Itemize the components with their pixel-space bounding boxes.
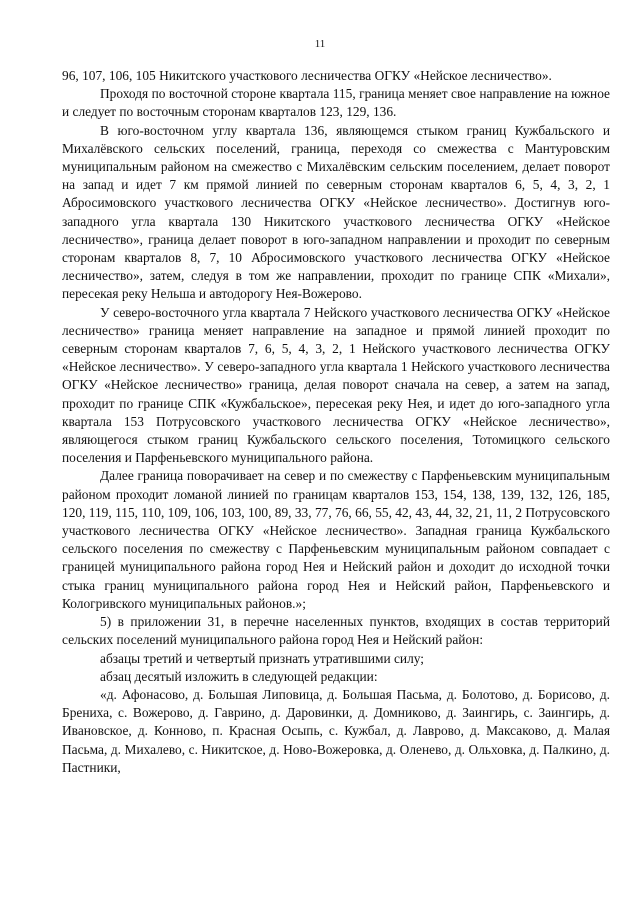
- paragraph: Далее граница поворачивает на север и по смежеству с Парфеньевским муниципальным районом проходит ломаной линией по границам кварталов 153, 154, 138, 139, 132, 126, 185, 120, 119, 115, 110, 109, 106, 103, 100, 89, 33, 77, 76, 66, 55, 42, 43, 44, 32, 21, 11, 2 Потрусовского участкового лесничества ОГКУ «Нейское лесничество». Западная граница Кужбальского сельского поселения по смежеству с Парфеньевским муниципальным районом совпадает с границей муниципального района город Нея и Нейский район и доходит до исходной точки стыка границ муниципального района город Нея и Нейский район, Парфеньевского и Кологривского муниципальных районов.»;: [62, 468, 610, 611]
- page-number: 11: [314, 38, 326, 50]
- paragraph: «д. Афонасово, д. Большая Липовица, д. Большая Пасьма, д. Болотово, д. Борисово, д. Брениха, с. Вожерово, д. Гаврино, д. Даровинки, д. Домниково, д. Заингирь, с. Заингирь, д. Ивановское, д. Конново, п. Красная Осыпь, с. Кужбал, д. Лаврово, д. Максаково, д. Малая Пасьма, д. Михалево, с. Никитское, д. Ново-Вожеровка, д. Оленево, д. Ольховка, д. Палкино, д. Пастники,: [62, 686, 610, 775]
- paragraph: абзацы третий и четвертый признать утратившими силу;: [100, 650, 425, 666]
- paragraph: 5) в приложении 31, в перечне населенных пунктов, входящих в состав территорий сельских поселений муниципального района город Нея и Нейский район:: [62, 614, 610, 648]
- paragraph: абзац десятый изложить в следующей редакции:: [100, 668, 378, 684]
- paragraph: Проходя по восточной стороне квартала 115, граница меняет свое направление на южное и следует по восточным сторонам кварталов 123, 129, 136.: [62, 86, 610, 120]
- document-body: [62, 67, 610, 777]
- paragraph: У северо-восточного угла квартала 7 Нейского участкового лесничества ОГКУ «Нейское лесничество» граница меняет направление на западное и прямой линией проходит по северным сторонам кварталов 7, 6, 5, 4, 3, 2, 1 Нейского участкового лесничества ОГКУ «Нейское лесничество». У северо-западного угла квартала 1 Нейского участкового лесничества ОГКУ «Нейское лесничество» граница, делая поворот сначала на север, а затем на запад, проходит по границе СПК «Кужбальское», пересекая реку Нея, и идет до юго-западного угла квартала 153 Потрусовского участкового лесничества ОГКУ «Нейское лесничество», являющегося стыком границ Кужбальского сельского поселения, Тотомицкого сельского поселения и Парфеньевского муниципального района.: [62, 304, 610, 466]
- paragraph: В юго-восточном углу квартала 136, являющемся стыком границ Кужбальского и Михалёвского сельских поселений, граница, переходя со смежества с Мантуровским муниципальным районом на смежество с Михалёвским сельским поселением, делает поворот на запад и идет 7 км прямой линией по северным сторонам кварталов 6, 5, 4, 3, 2, 1 Абросимовского участкового лесничества ОГКУ «Нейское лесничество». Достигнув юго-западного угла квартала 130 Никитского участкового лесничества ОГКУ «Нейское лесничество», граница делает поворот в юго-западном направлении и проходит по северным сторонам кварталов 8, 7, 10 Абросимовского участкового лесничества ОГКУ «Нейское лесничество», затем, следуя в том же направлении, проходит по границе СПК «Михали», пересекая реку Нельша и автодорогу Нея-Вожерово.: [62, 122, 610, 302]
- paragraph: 96, 107, 106, 105 Никитского участкового лесничества ОГКУ «Нейское лесничество».: [62, 68, 552, 83]
